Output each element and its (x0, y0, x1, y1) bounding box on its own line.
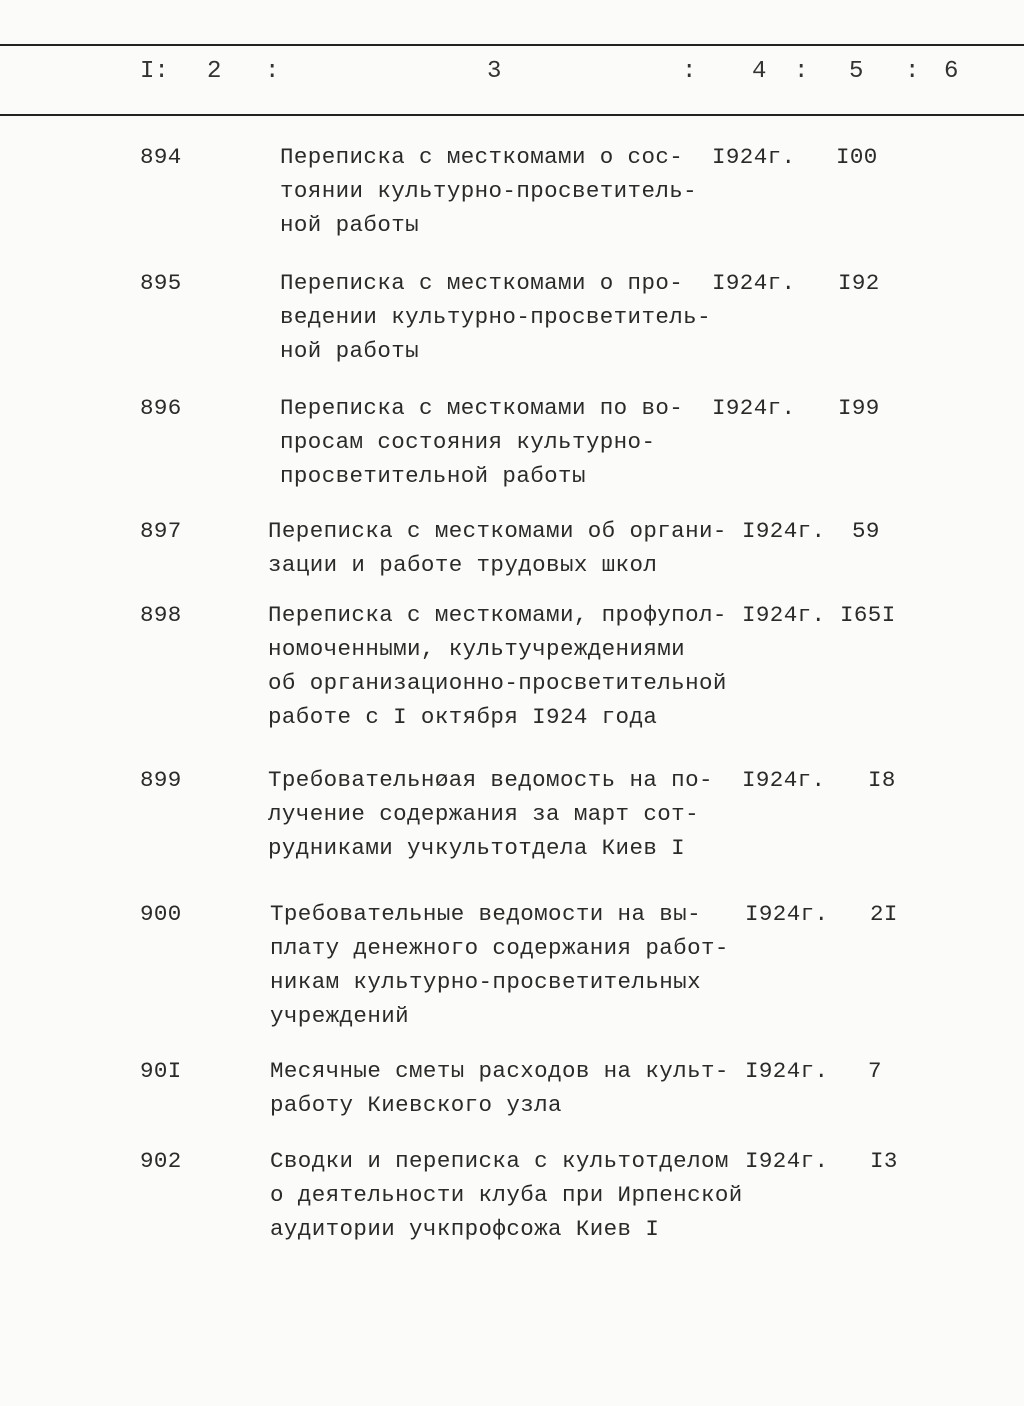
entry-number: 900 (140, 901, 182, 927)
entry-year: I924г. (712, 144, 796, 170)
description-line: Требовательные ведомости на вы- (270, 901, 701, 927)
entry-description (270, 1054, 729, 1122)
description-line: рудниками учкультотдела Киев I (268, 835, 686, 861)
description-line: работе с I октября I924 года (268, 704, 658, 730)
entry-description (268, 598, 727, 734)
entry-page-count: 59 (852, 518, 880, 544)
entry-year: I924г. (712, 395, 796, 421)
entry-page-count: I99 (838, 395, 880, 421)
column-separator: : (794, 58, 809, 85)
description-line: ведении культурно-просветитель- (280, 304, 711, 330)
entry-description (270, 897, 729, 1033)
column-header-4: 4 (752, 58, 767, 85)
entry-number: 894 (140, 144, 182, 170)
entry-number: 898 (140, 602, 182, 628)
description-line: номоченными, культучреждениями (268, 636, 686, 662)
entry-page-count: I92 (838, 270, 880, 296)
description-line: Переписка с месткомами о сос- (280, 144, 684, 170)
column-separator: : (682, 58, 697, 85)
description-line: аудитории учкпрофсожа Киев I (270, 1216, 660, 1242)
entry-page-count: I65I (840, 602, 896, 628)
entry-number: 90I (140, 1058, 182, 1084)
entry-year: I924г. (742, 518, 826, 544)
column-header-1: I: (140, 58, 169, 85)
entry-page-count: I3 (870, 1148, 898, 1174)
entry-year: I924г. (745, 901, 829, 927)
entry-year: I924г. (712, 270, 796, 296)
description-line: ной работы (280, 212, 420, 238)
description-line: просветительной работы (280, 463, 586, 489)
entry-page-count: I00 (836, 144, 878, 170)
column-header-2: 2 (207, 58, 222, 85)
description-line: Месячные сметы расходов на культ- (270, 1058, 729, 1084)
entry-year: I924г. (742, 602, 826, 628)
description-line: Требовательнøая ведомость на по- (268, 767, 713, 793)
entry-number: 899 (140, 767, 182, 793)
entry-page-count: 7 (868, 1058, 882, 1084)
entry-page-count: I8 (868, 767, 896, 793)
entry-number: 895 (140, 270, 182, 296)
column-separator: : (265, 58, 280, 85)
description-line: просам состояния культурно- (280, 429, 656, 455)
entry-description (268, 763, 713, 865)
entry-description (268, 514, 727, 582)
column-separator: : (905, 58, 920, 85)
column-header-6: 6 (944, 58, 959, 85)
description-line: Переписка с месткомами об органи- (268, 518, 727, 544)
header-top-rule (0, 44, 1024, 46)
description-line: лучение содержания за март сот- (268, 801, 699, 827)
description-line: об организационно-просветительной (268, 670, 727, 696)
entry-number: 902 (140, 1148, 182, 1174)
description-line: тоянии культурно-просветитель- (280, 178, 698, 204)
entry-number: 896 (140, 395, 182, 421)
column-header-5: 5 (849, 58, 864, 85)
entry-description (270, 1144, 743, 1246)
description-line: учреждений (270, 1003, 410, 1029)
description-line: Переписка с месткомами о про- (280, 270, 684, 296)
description-line: работу Киевского узла (270, 1092, 562, 1118)
description-line: Переписка с месткомами по во- (280, 395, 684, 421)
description-line: о деятельности клуба при Ирпенской (270, 1182, 743, 1208)
column-header-3: 3 (487, 58, 502, 85)
description-line: Переписка с месткомами, профупол- (268, 602, 727, 628)
entry-year: I924г. (742, 767, 826, 793)
description-line: ной работы (280, 338, 420, 364)
entry-description (280, 266, 711, 368)
header-bottom-rule (0, 114, 1024, 116)
description-line: Сводки и переписка с культотделом (270, 1148, 729, 1174)
entry-number: 897 (140, 518, 182, 544)
entry-year: I924г. (745, 1148, 829, 1174)
description-line: зации и работе трудовых школ (268, 552, 658, 578)
entry-description (280, 391, 683, 493)
description-line: плату денежного содержания работ- (270, 935, 729, 961)
description-line: никам культурно-просветительных (270, 969, 701, 995)
entry-year: I924г. (745, 1058, 829, 1084)
entry-page-count: 2I (870, 901, 898, 927)
entry-description (280, 140, 697, 242)
